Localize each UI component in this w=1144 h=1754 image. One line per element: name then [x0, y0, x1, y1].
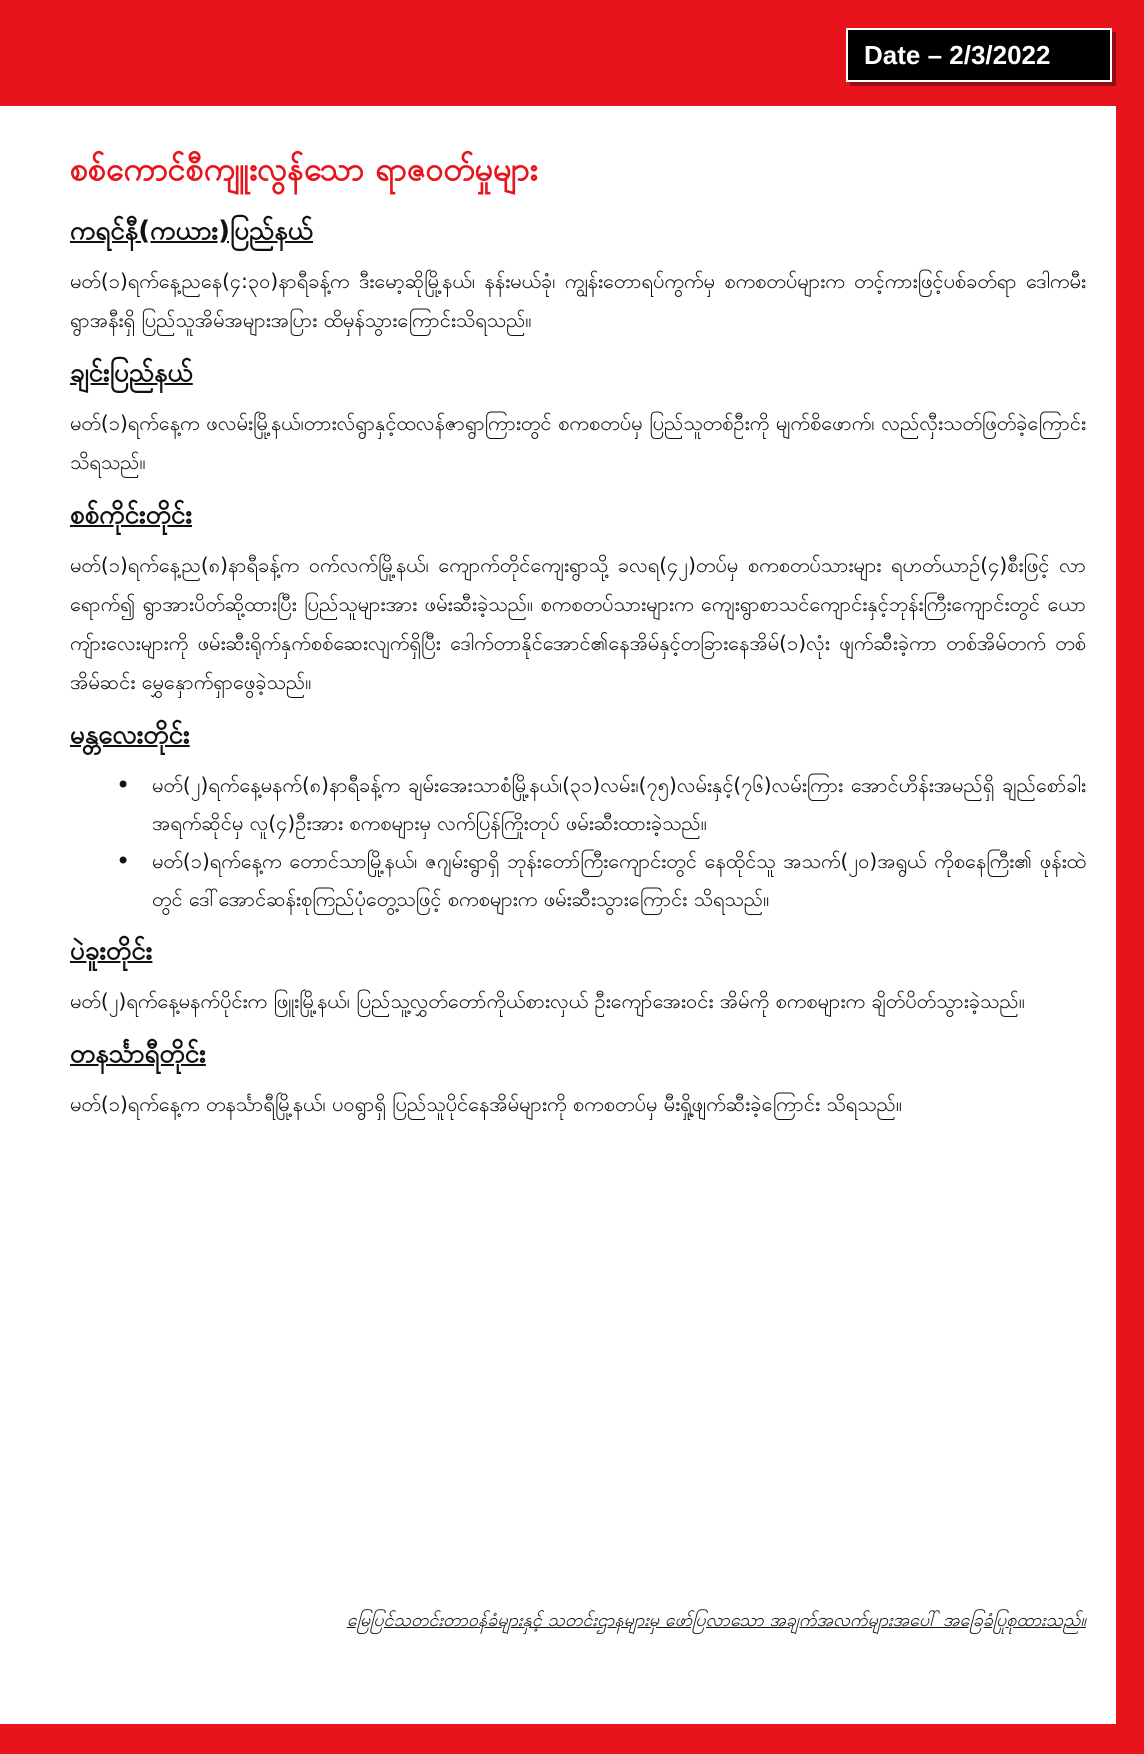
- section-text-kayah: မတ်(၁)ရက်နေ့ညနေ(၄:၃၀)နာရီခန့်က ဒီးမော့ဆိုမြို့နယ်၊ နန်းမယ်ခုံ၊ ကျွန်းတောရပ်ကွက်မှ စကစတပ်များက တင့်ကားဖြင့်ပစ်ခတ်ရာ ဒေါကမီးရွာအနီးရှိ ပြည်သူအိမ်အများအပြား ထိမှန်သွားကြောင်းသိရသည်။: [70, 269, 1086, 332]
- mandalay-bullet-list: [70, 766, 1086, 918]
- section-text-chin: မတ်(၁)ရက်နေ့က ဖလမ်းမြို့နယ်၊တားလ်ရွာနှင့်ထလန်ဇာရွာကြားတွင် စကစတပ်မှ ပြည်သူတစ်ဦးကို မျက်စိဖောက်၊ လည်လှီးသတ်ဖြတ်ခဲ့ကြောင်း သိရသည်။: [70, 411, 1086, 474]
- list-item: • မတ်(၂)ရက်နေ့မနက်(၈)နာရီခန့်က ချမ်းအေးသာစံမြို့နယ်၊(၃၁)လမ်း၊(၇၅)လမ်းနှင့်(၇၆)လမ်းကြား အောင်ဟိန်းအမည်ရှိ ချည်စော်ခါးအရက်ဆိုင်မှ လူ(၄)ဦးအား စကစများမှ လက်ပြန်ကြိုးတုပ် ဖမ်းဆီးထားခဲ့သည်။: [152, 766, 1086, 842]
- footer-band: [0, 1724, 1144, 1754]
- section-heading-sagaing: စစ်ကိုင်းတိုင်း: [70, 500, 193, 530]
- section-heading-bago: ပဲခူးတိုင်း: [70, 936, 153, 966]
- right-edge-band: [1116, 106, 1144, 1726]
- date-badge: Date – 2/3/2022: [846, 28, 1112, 82]
- section-text-tanintharyi: မတ်(၁)ရက်နေ့က တနင်္သာရီမြို့နယ်၊ ပဝရွာရှိ ပြည်သူပိုင်နေအိမ်များကို စကစတပ်မှ မီးရှို့ဖျက်ဆီးခဲ့ကြောင်း သိရသည်။: [70, 1092, 902, 1116]
- document-body: [70, 144, 1086, 1132]
- section-heading-chin: ချင်းပြည်နယ်: [70, 358, 193, 388]
- source-note: မြေပြင်သတင်းတာဝန်ခံများနှင့် သတင်းဌာနများမှ ဖော်ပြလာသော အချက်အလက်များအပေါ် အခြေခံပြုစုထားသည်။: [346, 1610, 1086, 1631]
- section-heading-tanintharyi: တနင်္သာရီတိုင်း: [70, 1039, 206, 1069]
- section-text-sagaing: မတ်(၁)ရက်နေ့ည(၈)နာရီခန့်က ဝက်လက်မြို့နယ်၊ ကျောက်တိုင်ကျေးရွာသို့ ခလရ(၄၂)တပ်မှ စကစတပ်သားများ ရဟတ်ယာဉ်(၄)စီးဖြင့် လာရောက်၍ ရွာအားပိတ်ဆို့ထားပြီး ပြည်သူများအား ဖမ်းဆီးခဲ့သည်။ စကစတပ်သားများက ကျေးရွာစာသင်ကျောင်းနှင့်ဘုန်းကြီးကျောင်းတွင် ယောကျ်ားလေးများကို ဖမ်းဆီးရိုက်နှက်စစ်ဆေးလျက်ရှိပြီး ဒေါက်တာနိုင်အောင်၏နေအိမ်နှင့်တခြားနေအိမ်(၁)လုံး ဖျက်ဆီးခဲ့ကာ တစ်အိမ်တက် တစ်အိမ်ဆင်း မွှေနှောက်ရှာဖွေခဲ့သည်။: [70, 553, 1086, 694]
- section-heading-kayah: ကရင်နီ(ကယား)ပြည်နယ်: [70, 216, 314, 246]
- section-heading-mandalay: မန္တလေးတိုင်း: [70, 720, 190, 750]
- page-title: စစ်ကောင်စီကျူးလွန်သော ရာဇဝတ်မှုများ: [70, 150, 538, 188]
- list-item: • မတ်(၁)ရက်နေ့က တောင်သာမြို့နယ်၊ ဇဂျမ်းရွာရှိ ဘုန်းတော်ကြီးကျောင်းတွင် နေထိုင်သူ အသက်(၂၀)အရွယ် ကိုစနေကြီး၏ ဖုန်းထဲတွင် ဒေါ်အောင်ဆန်းစုကြည်ပုံတွေ့သဖြင့် စကစများက ဖမ်းဆီးသွားကြောင်း သိရသည်။: [152, 842, 1086, 918]
- section-text-bago: မတ်(၂)ရက်နေ့မနက်ပိုင်းက ဖြူးမြို့နယ်၊ ပြည်သူ့လွှတ်တော်ကိုယ်စားလှယ် ဦးကျော်အေးဝင်း အိမ်ကို စကစများက ချိတ်ပိတ်သွားခဲ့သည်။: [70, 989, 1025, 1013]
